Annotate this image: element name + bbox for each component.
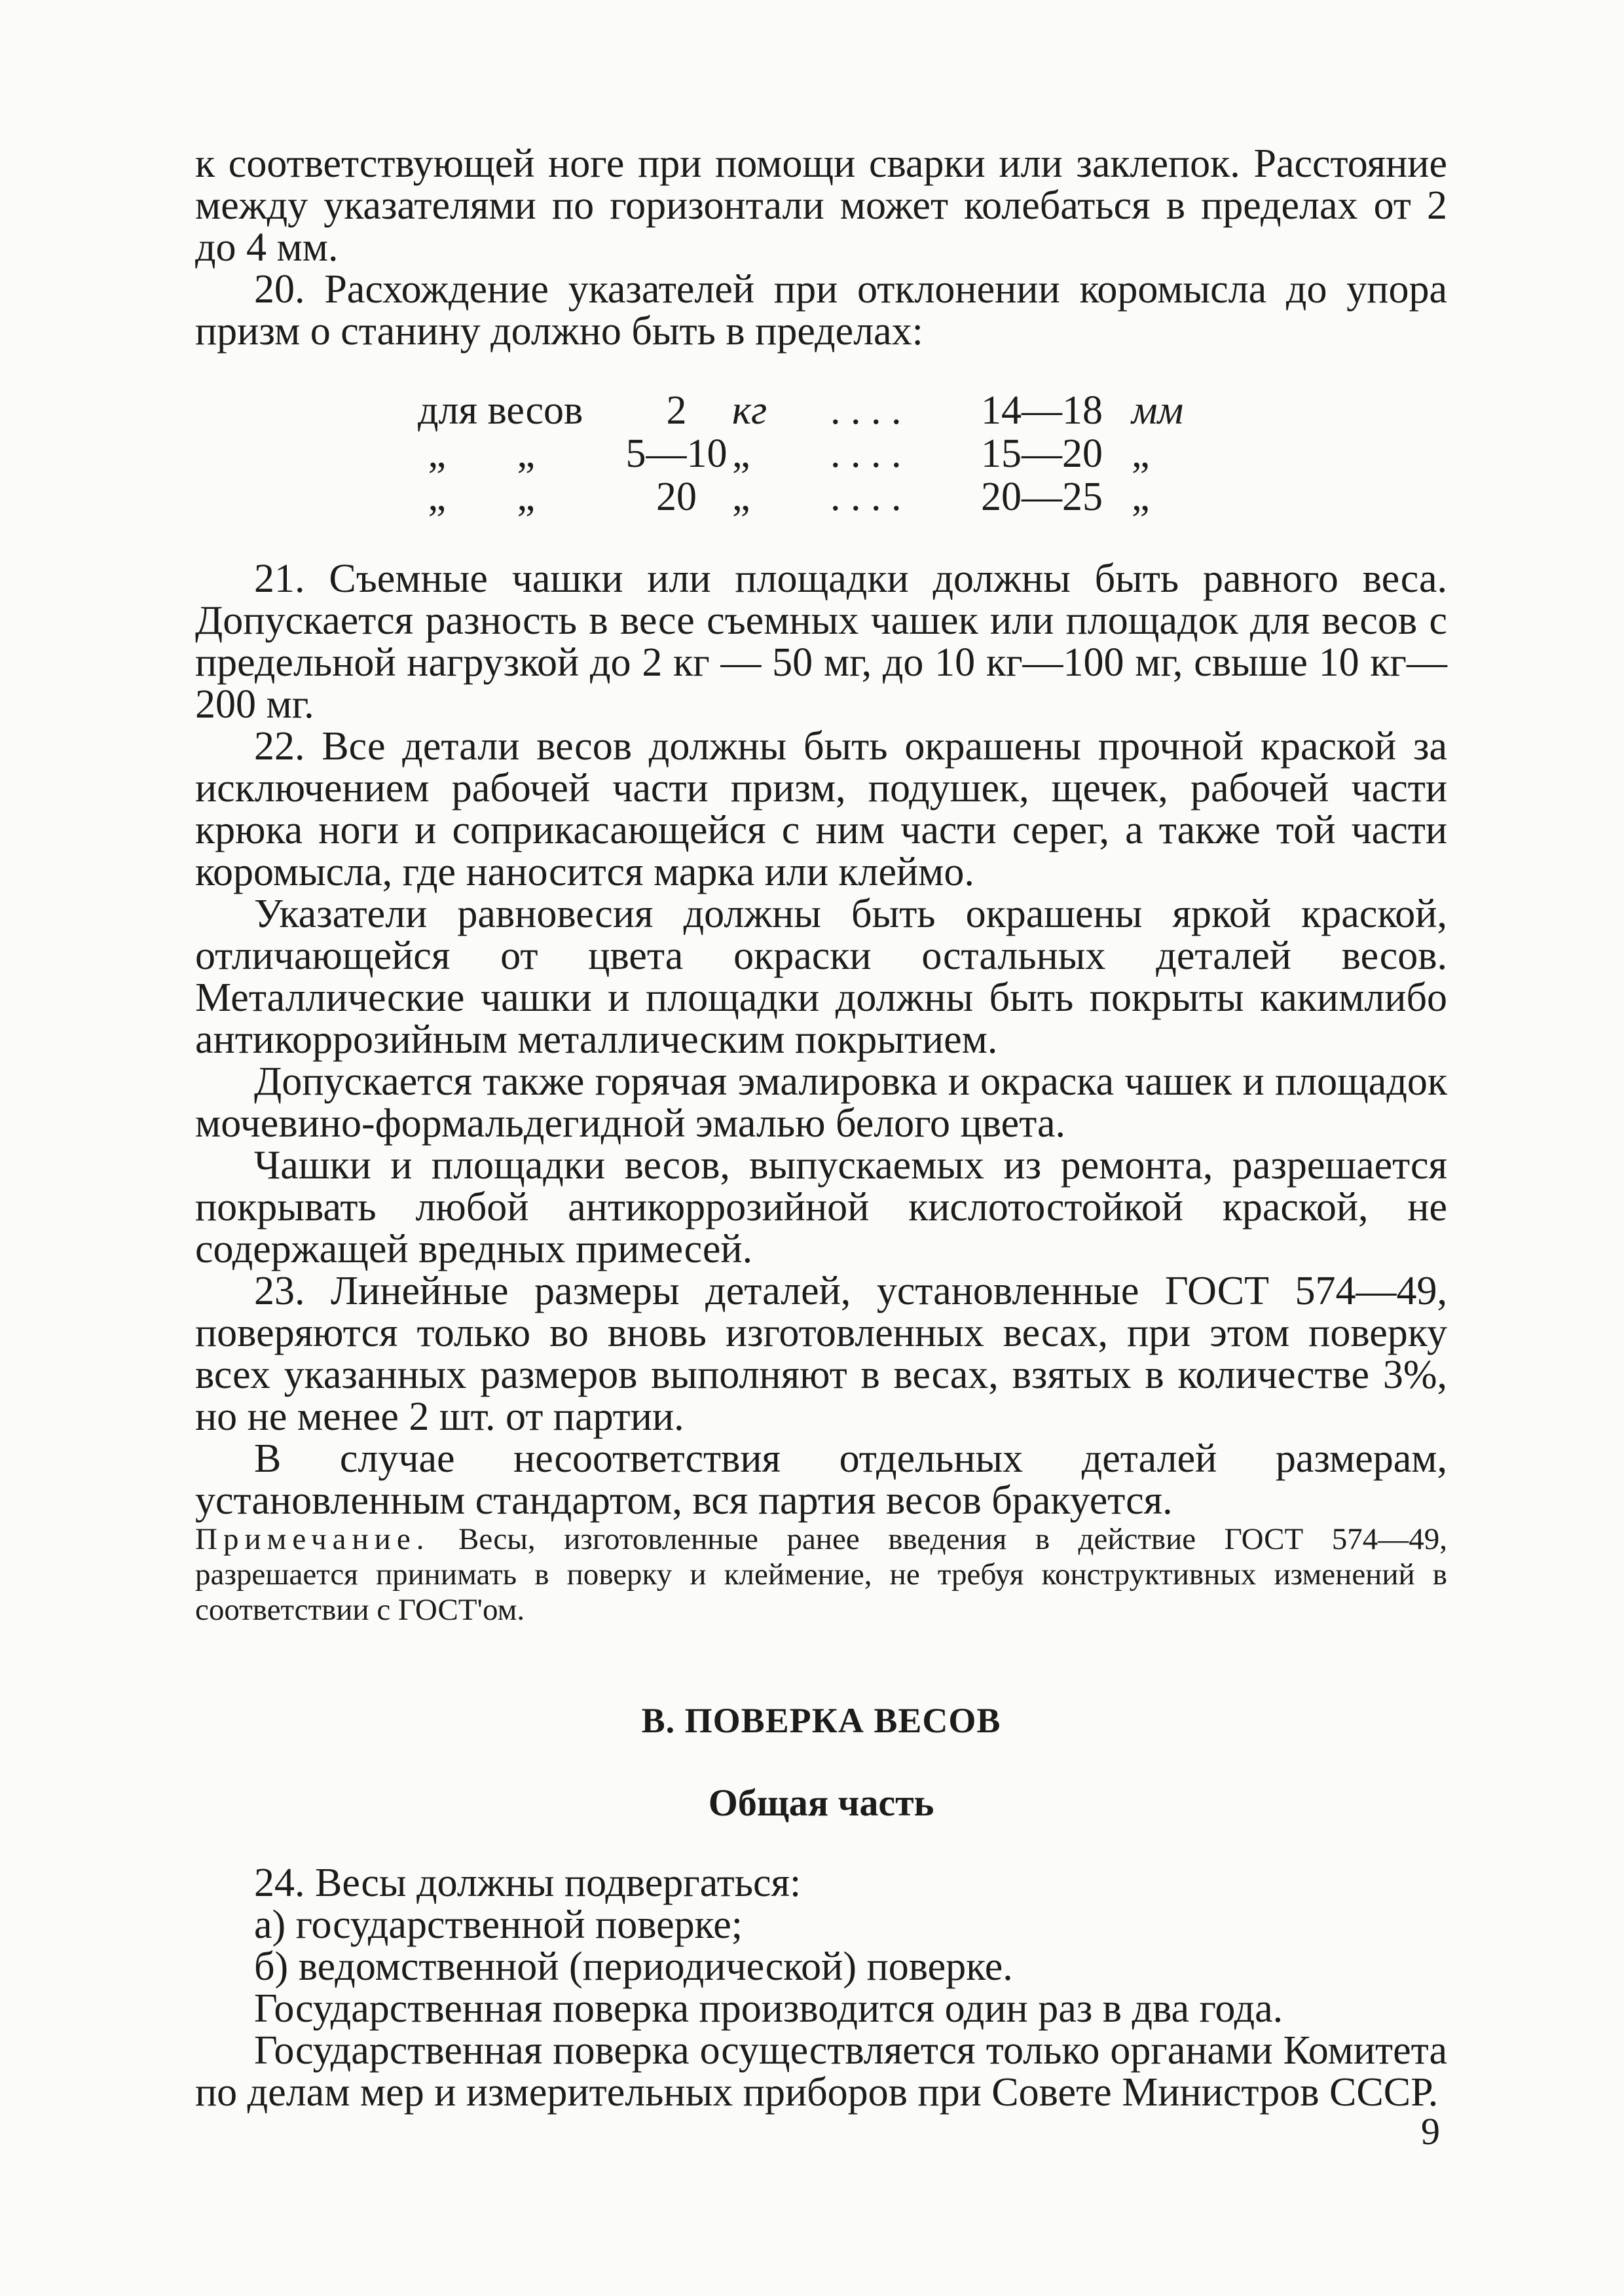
row-dots: . . . . <box>830 431 902 476</box>
paragraph-22-repair: Чашки и площадки весов, выпускаемых из ремонта, разрешается покрывать любой антикоррозийной кислотостойкой краской, не содержащей вредных примесей. <box>195 1143 1447 1271</box>
weights-row <box>418 432 1447 475</box>
paragraph-22: 22. Все детали весов должны быть окрашены прочной краской за исключением рабочей части призм, подушек, щечек, рабочей части крюка ноги и соприкасающейся с ним части серег, а также той части коромысла, где наносится марка или клеймо. <box>195 724 1447 894</box>
paragraph-22-pointers: Указатели равновесия должны быть окрашены яркой краской, отличающейся от цвета окраски остальных деталей весов. Металлические чашки и площадки должны быть покрыты какимлибо антикоррозийным металлическим покрытием. <box>195 892 1447 1062</box>
note-text: Весы, изготовленные ранее введения в действие ГОСТ 574—49, разрешается принимать в поверку и клеймение, не требуя конструктивных изменений в соответствии с ГОСТ'ом. <box>195 1522 1448 1627</box>
row-unit: „ <box>732 475 750 519</box>
row-dots: . . . . <box>830 388 902 433</box>
note-label: Примечание. <box>195 1522 430 1556</box>
paragraph-24-a: а) государственной поверке; <box>254 1903 743 1947</box>
weights-table <box>418 389 1447 519</box>
row-label: „ <box>428 431 447 476</box>
row-range: 15—20 <box>981 431 1103 476</box>
row-label: „ <box>428 475 447 519</box>
paragraph-continuation: к соответствующей ноге при помощи сварки или заклепок. Расстояние между указателями по горизонтали может колебаться в пределах от 2 до 4 мм. <box>195 141 1447 270</box>
paragraph-23: 23. Линейные размеры деталей, установленные ГОСТ 574—49, поверяются только во вновь изготовленных весах, при этом поверку всех указанных размеров выполняют в весах, взятых в количестве 3%, но не менее 2 шт. от партии. <box>195 1269 1447 1439</box>
row-value: 5—10 <box>625 431 728 476</box>
row-value: 20 <box>656 475 697 519</box>
row-range: 20—25 <box>981 475 1103 519</box>
row-range-unit: „ <box>1132 475 1150 519</box>
paragraph-21: 21. Съемные чашки или площадки должны быть равного веса. Допускается разность в весе съемных чашек или площадок для весов с предельной нагрузкой до 2 кг — 50 мг, до 10 кг—100 мг, свыше 10 кг—200 мг. <box>195 556 1447 727</box>
paragraph-20: 20. Расхождение указателей при отклонении коромысла до упора призм о станину должно быть в пределах: <box>195 267 1447 354</box>
paragraph-24-frequency: Государственная поверка производится один раз в два года. <box>254 1986 1283 2031</box>
row-label: для весов <box>418 388 583 433</box>
row-range-unit: мм <box>1132 388 1184 433</box>
section-title: В. ПОВЕРКА ВЕСОВ <box>641 1701 1001 1740</box>
row-range: 14—18 <box>981 388 1103 433</box>
row-label-2: „ <box>517 475 536 519</box>
paragraph-22-enamel: Допускается также горячая эмалировка и окраска чашек и площадок мочевино-формальдегидной эмалью белого цвета. <box>195 1059 1447 1146</box>
row-range-unit: „ <box>1132 431 1150 476</box>
sub-title: Общая часть <box>708 1781 934 1824</box>
row-dots: . . . . <box>830 475 902 519</box>
row-unit: кг <box>732 388 767 433</box>
page-number: 9 <box>1421 2110 1440 2153</box>
paragraph-24: 24. Весы должны подвергаться: <box>254 1861 802 1905</box>
paragraph-24-authority: Государственная поверка осуществляется только органами Комитета по делам мер и измерительных приборов при Совете Министров СССР. <box>195 2028 1447 2115</box>
row-label-2: „ <box>517 431 536 476</box>
weights-row <box>418 389 1447 432</box>
row-value: 2 <box>666 388 687 433</box>
row-unit: „ <box>732 431 750 476</box>
paragraph-23-reject: В случае несоответствия отдельных деталей размерам, установленным стандартом, вся партия весов бракуется. <box>195 1436 1447 1523</box>
weights-row <box>418 475 1447 519</box>
paragraph-24-b: б) ведомственной (периодической) поверке. <box>254 1944 1013 1989</box>
body-text <box>195 143 1447 2113</box>
note <box>195 1522 1447 1628</box>
